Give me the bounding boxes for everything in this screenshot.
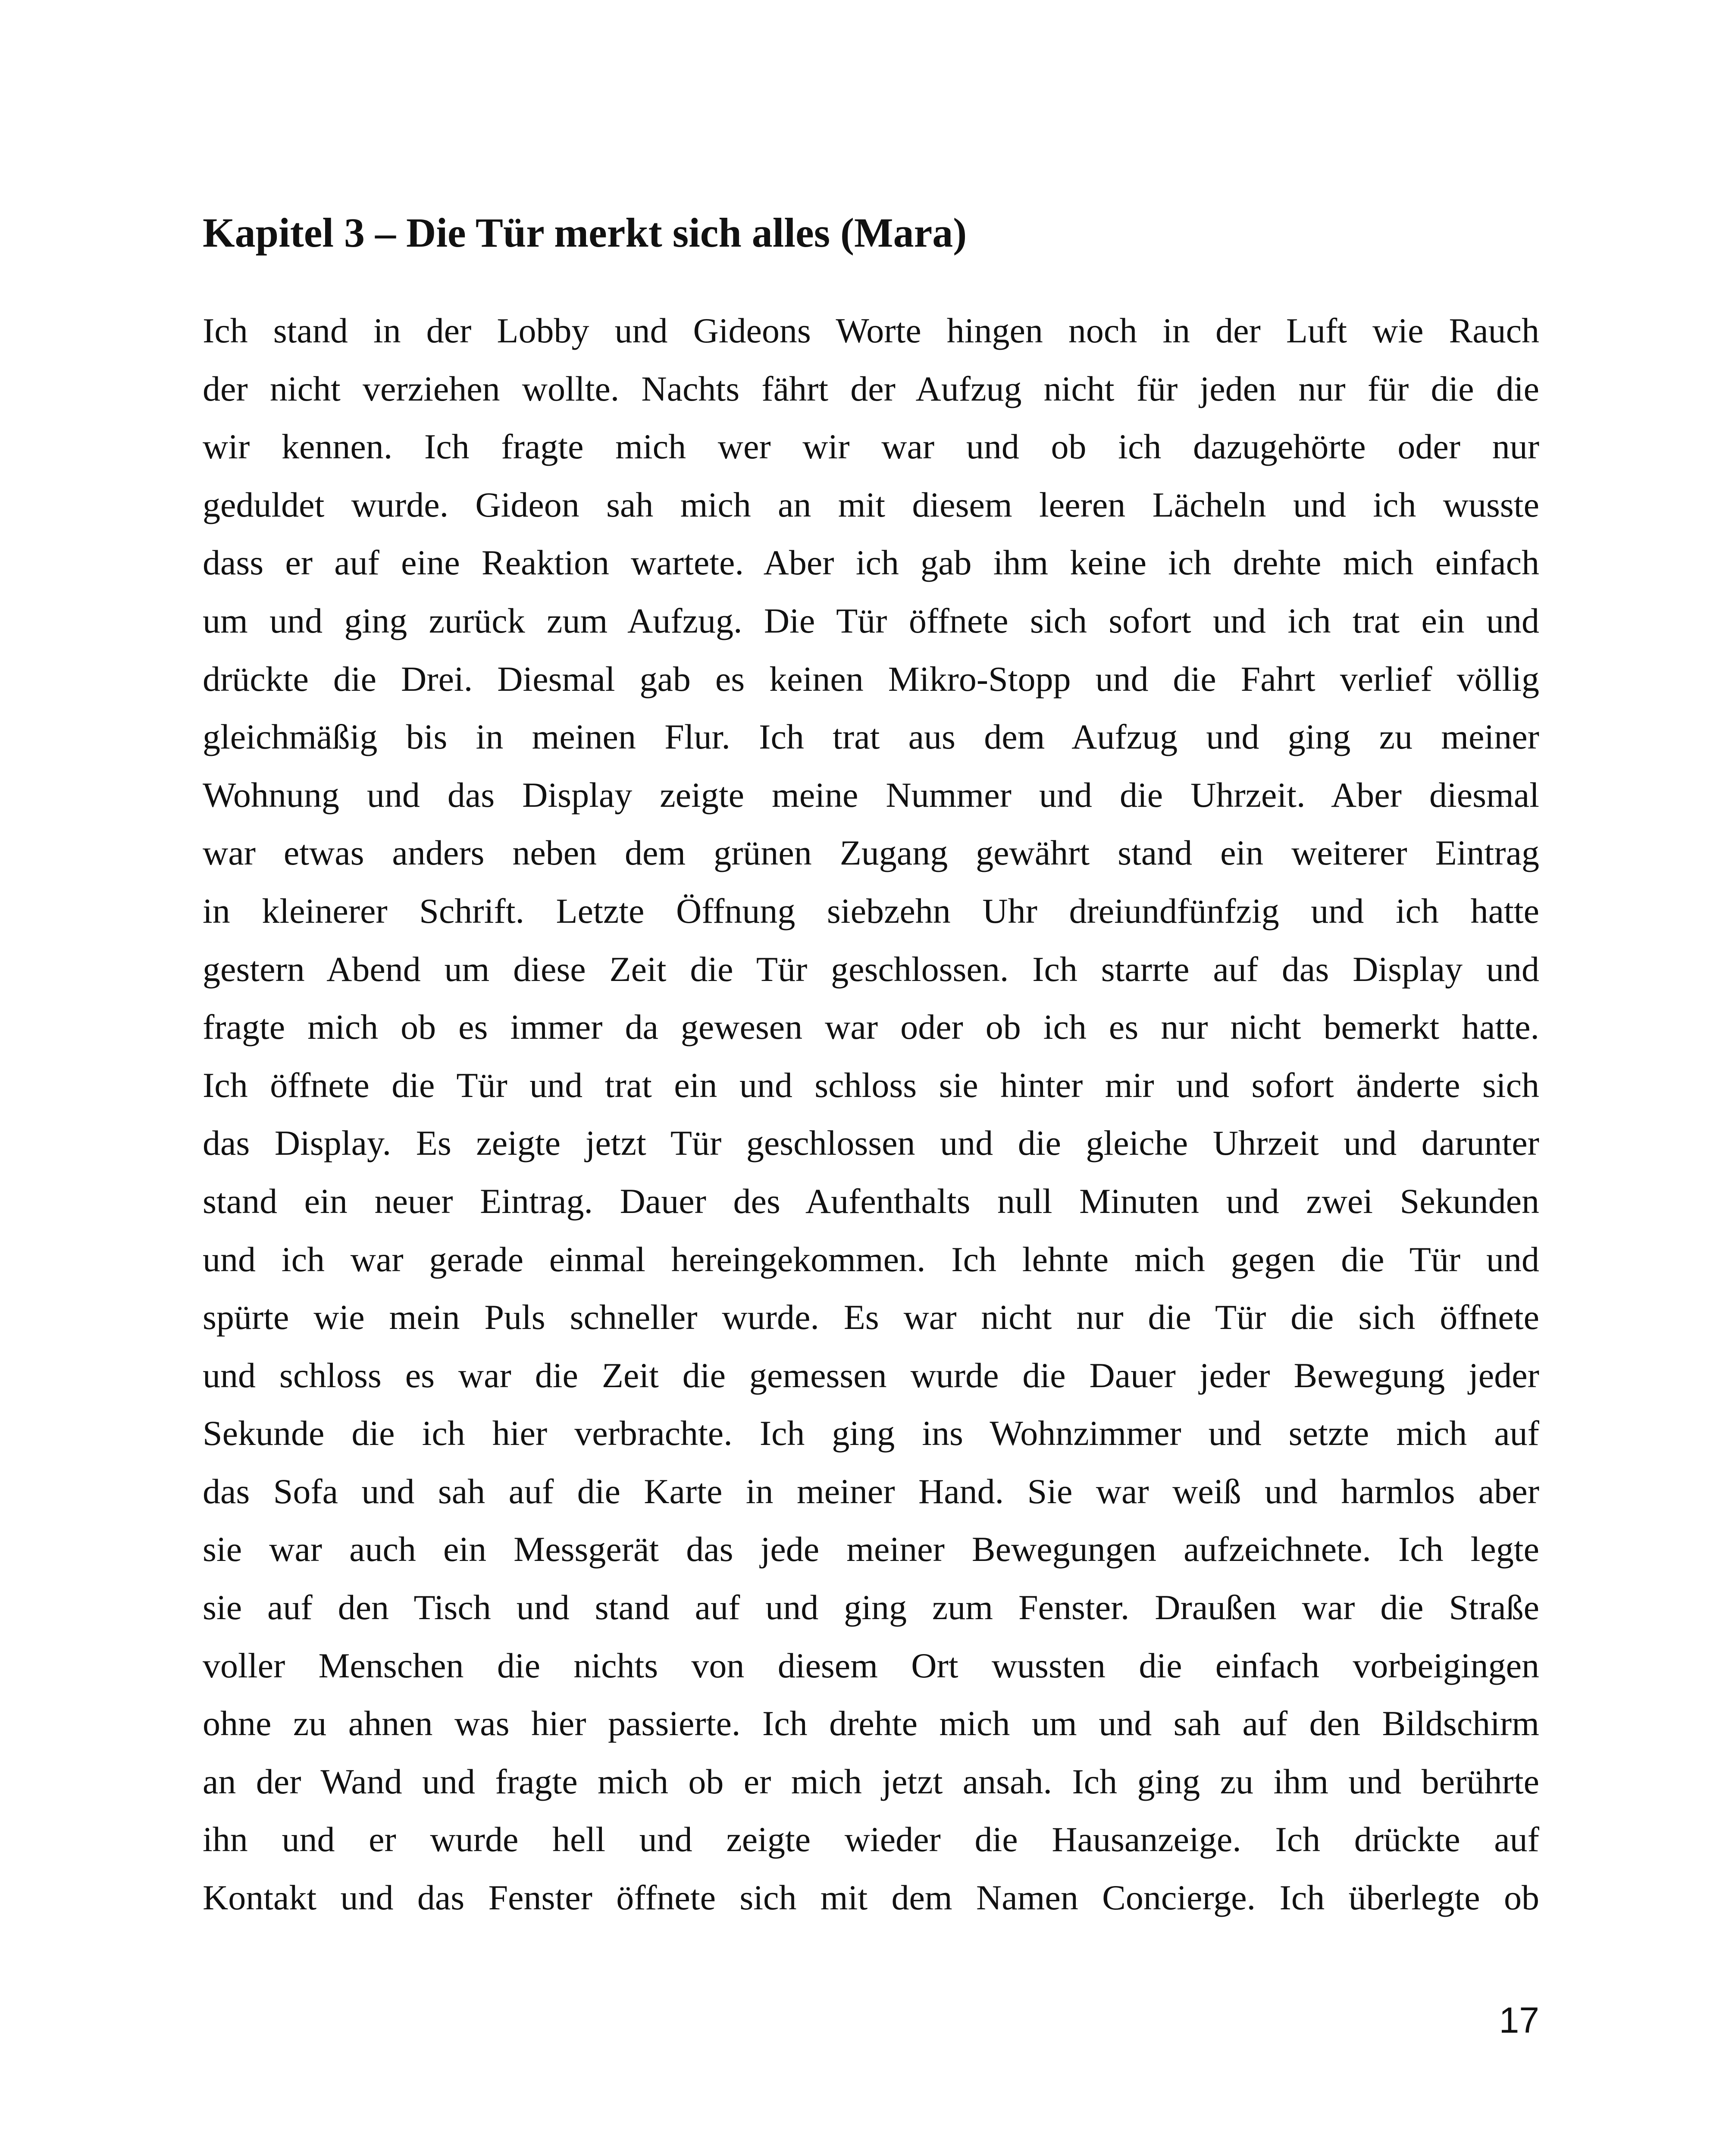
text-line: geduldet wurde. Gideon sah mich an mit diesem leeren Lächeln und ich wusste — [203, 485, 1539, 524]
text-line: Kontakt und das Fenster öffnete sich mit dem Namen Concierge. Ich überlegte ob — [203, 1878, 1539, 1918]
text-line: Sekunde die ich hier verbrachte. Ich ging ins Wohnzimmer und setzte mich auf — [203, 1413, 1539, 1453]
text-line: gleichmäßig bis in meinen Flur. Ich trat aus dem Aufzug und ging zu meiner — [203, 717, 1539, 757]
text-line: ihn und er wurde hell und zeigte wieder die Hausanzeige. Ich drückte auf — [203, 1820, 1539, 1859]
text-line: sie war auch ein Messgerät das jede meiner Bewegungen aufzeichnete. Ich legte — [203, 1529, 1539, 1569]
text-line: sie auf den Tisch und stand auf und ging zum Fenster. Draußen war die Straße — [203, 1588, 1539, 1627]
text-line: dass er auf eine Reaktion wartete. Aber ich gab ihm keine ich drehte mich einfach — [203, 543, 1539, 583]
text-line: fragte mich ob es immer da gewesen war oder ob ich es nur nicht bemerkt hatte. — [203, 1007, 1539, 1047]
text-line: in kleinerer Schrift. Letzte Öffnung siebzehn Uhr dreiundfünfzig und ich hatte — [203, 891, 1539, 931]
text-line: spürte wie mein Puls schneller wurde. Es war nicht nur die Tür die sich öffnete — [203, 1297, 1539, 1337]
text-line: Ich stand in der Lobby und Gideons Worte hingen noch in der Luft wie Rauch — [203, 311, 1539, 350]
text-line: um und ging zurück zum Aufzug. Die Tür öffnete sich sofort und ich trat ein und — [203, 601, 1539, 640]
text-line: der nicht verziehen wollte. Nachts fährt der Aufzug nicht für jeden nur für die die — [203, 369, 1539, 408]
body-paragraph — [203, 302, 1539, 1927]
text-line: und ich war gerade einmal hereingekommen. Ich lehnte mich gegen die Tür und — [203, 1239, 1539, 1279]
text-line: an der Wand und fragte mich ob er mich jetzt ansah. Ich ging zu ihm und berührte — [203, 1761, 1539, 1801]
text-line: Wohnung und das Display zeigte meine Nummer und die Uhrzeit. Aber diesmal — [203, 775, 1539, 815]
text-line: und schloss es war die Zeit die gemessen wurde die Dauer jeder Bewegung jeder — [203, 1355, 1539, 1395]
text-line: war etwas anders neben dem grünen Zugang gewährt stand ein weiterer Eintrag — [203, 833, 1539, 873]
text-line: gestern Abend um diese Zeit die Tür geschlossen. Ich starrte auf das Display und — [203, 949, 1539, 989]
text-line: drückte die Drei. Diesmal gab es keinen Mikro-Stopp und die Fahrt verlief völlig — [203, 659, 1539, 699]
text-line: das Display. Es zeigte jetzt Tür geschlossen und die gleiche Uhrzeit und darunter — [203, 1123, 1539, 1163]
chapter-title: Kapitel 3 – Die Tür merkt sich alles (Mara) — [203, 210, 967, 256]
page-number: 17 — [1499, 2000, 1539, 2040]
text-line: wir kennen. Ich fragte mich wer wir war und ob ich dazugehörte oder nur — [203, 427, 1539, 467]
text-line: Ich öffnete die Tür und trat ein und schloss sie hinter mir und sofort änderte sich — [203, 1065, 1539, 1105]
text-line: voller Menschen die nichts von diesem Ort wussten die einfach vorbeigingen — [203, 1645, 1539, 1685]
text-line: ohne zu ahnen was hier passierte. Ich drehte mich um und sah auf den Bildschirm — [203, 1704, 1539, 1743]
text-line: das Sofa und sah auf die Karte in meiner Hand. Sie war weiß und harmlos aber — [203, 1471, 1539, 1511]
text-line: stand ein neuer Eintrag. Dauer des Aufenthalts null Minuten und zwei Sekunden — [203, 1181, 1539, 1221]
